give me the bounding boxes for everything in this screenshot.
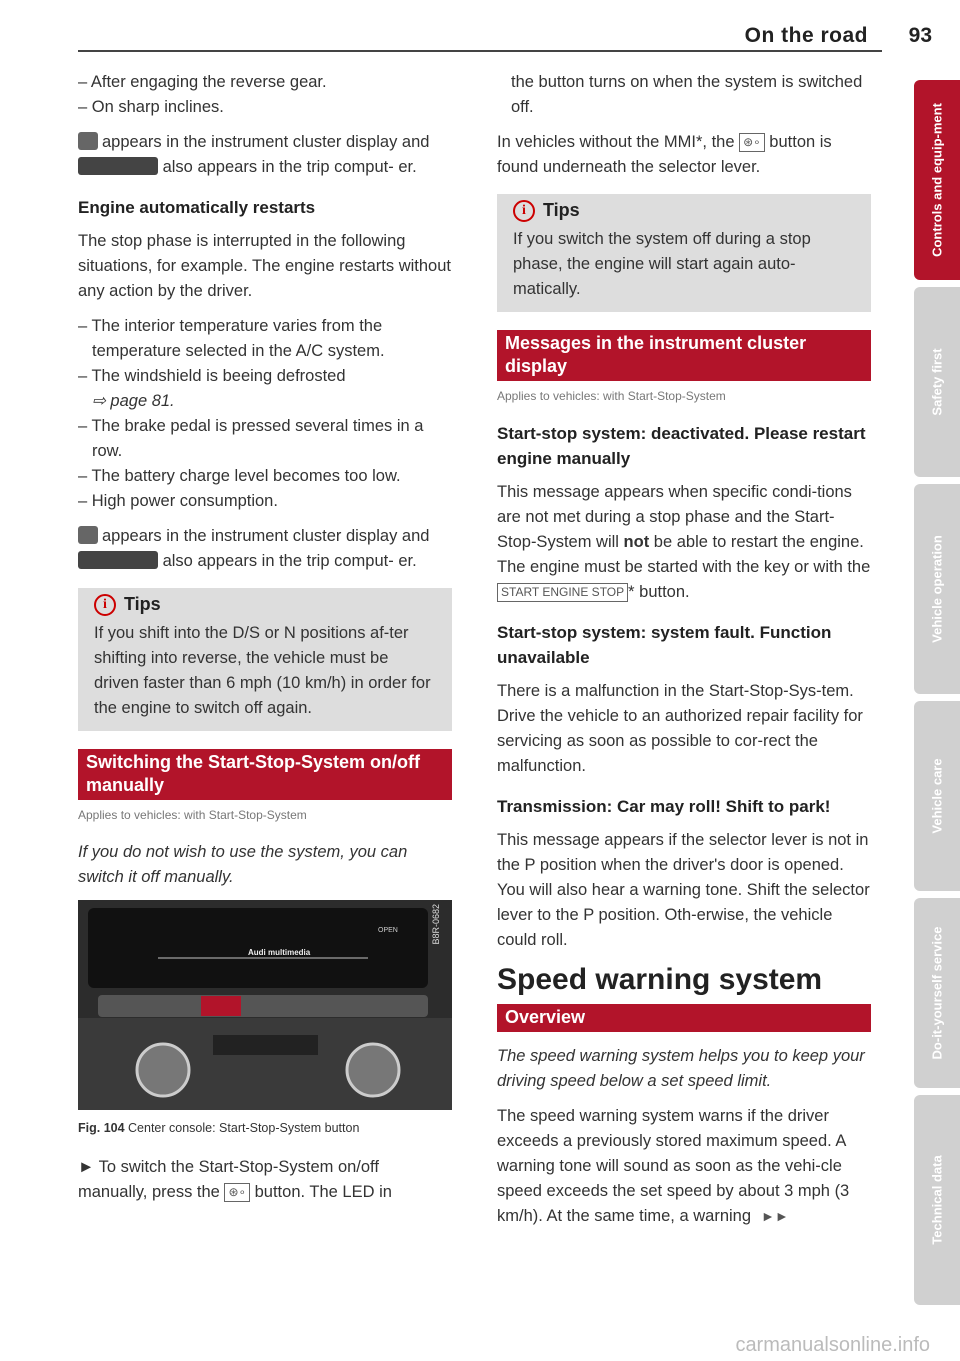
list-item: – The interior temperature varies from the temperature selected in the A/C system. <box>78 317 385 360</box>
info-icon: i <box>513 200 535 222</box>
info-icon: i <box>94 594 116 616</box>
tab-technical-data[interactable]: Technical data <box>914 1095 960 1305</box>
tab-vehicle-operation[interactable]: Vehicle operation <box>914 484 960 694</box>
center-console-figure <box>78 900 452 1110</box>
chapter-heading: Speed warning system <box>497 963 823 996</box>
paragraph: In vehicles without the MMI*, the ⊛∘ button is found underneath the selector lever. <box>497 133 832 176</box>
figure-code: B8R-0682 <box>431 904 441 945</box>
tab-vehicle-care[interactable]: Vehicle care <box>914 701 960 891</box>
start-stop-icon <box>78 526 98 544</box>
paragraph: The stop phase is interrupted in the following situations, for example. The engine restarts without any action by the driver. <box>78 232 451 300</box>
start-engine-stop-key: START ENGINE STOP <box>497 583 628 602</box>
tips-box <box>497 194 871 312</box>
paragraph: This message appears if the selector lever is not in the P position when the driver's door is opened. You will also hear a warning tone. Shift the selector lever to the P position. Oth-erwise, the vehicle could roll. <box>497 831 870 949</box>
section-heading: Messages in the instrument cluster display <box>497 330 871 381</box>
start-stop-button-icon: ⊛∘ <box>739 133 765 152</box>
start-stop-display-icon <box>78 551 158 569</box>
page-link[interactable]: ⇨ page 81. <box>92 392 175 410</box>
list-item: – On sharp inclines. <box>78 98 224 116</box>
subheading: Start-stop system: system fault. Function unavailable <box>497 623 832 667</box>
list-item: – The battery charge level becomes too low. <box>78 467 401 485</box>
list-item: – The brake pedal is pressed several times in a row. <box>78 417 424 460</box>
tips-box <box>78 588 452 731</box>
subheading: Start-stop system: deactivated. Please restart engine manually <box>497 424 866 468</box>
figure-caption: Fig. 104 Center console: Start-Stop-System button <box>78 1121 360 1135</box>
start-stop-icon <box>78 132 98 150</box>
tab-safety[interactable]: Safety first <box>914 287 960 477</box>
tips-title: Tips <box>124 594 161 614</box>
figure-open-label: OPEN <box>378 927 398 934</box>
left-column <box>78 70 452 1215</box>
page-number: 93 <box>908 24 932 47</box>
paragraph: This message appears when specific condi-tions are not met during a stop phase and the Start-Stop-System will not be able to restart the engine. The engine must be started with the key or with the START ENGINE STOP * button. <box>497 483 871 601</box>
subheading: Transmission: Car may roll! Shift to park! <box>497 797 831 816</box>
start-stop-display-icon <box>78 157 158 175</box>
figure-label: Audi multimedia <box>248 948 311 957</box>
tips-title: Tips <box>543 200 580 220</box>
right-column <box>497 70 871 1239</box>
paragraph: appears in the instrument cluster display and also appears in the trip comput- er. <box>78 524 452 574</box>
paragraph: the button turns on when the system is switched off. <box>511 73 863 116</box>
section-title: On the road <box>744 24 868 47</box>
applies-note: Applies to vehicles: with Start-Stop-System <box>497 389 726 403</box>
list-item: – The windshield is beeing defrosted ⇨ page 81. <box>78 367 346 410</box>
subheading: Engine automatically restarts <box>78 198 316 217</box>
paragraph: There is a malfunction in the Start-Stop-Sys-tem. Drive the vehicle to an authorized repair facility for servicing as soon as possible to cor-rect the malfunction. <box>497 682 863 775</box>
footer-watermark: carmanualsonline.info <box>735 1334 930 1356</box>
paragraph: appears in the instrument cluster display and also appears in the trip comput- er. <box>78 130 452 180</box>
section-heading: Overview <box>497 1004 871 1032</box>
intro-text: The speed warning system helps you to keep your driving speed below a set speed limit. <box>497 1047 865 1090</box>
intro-text: If you do not wish to use the system, you can switch it off manually. <box>78 843 408 886</box>
start-stop-button-icon: ⊛∘ <box>224 1183 250 1202</box>
step-text: ► To switch the Start-Stop-System on/off manually, press the ⊛∘ button. The LED in <box>78 1158 392 1201</box>
applies-note: Applies to vehicles: with Start-Stop-System <box>78 808 307 822</box>
list-item: – High power consumption. <box>78 492 278 510</box>
tab-do-it-yourself[interactable]: Do-it-yourself service <box>914 898 960 1088</box>
paragraph: The speed warning system warns if the driver exceeds a previously stored maximum speed. A warning tone will sound as soon as the vehi-cle speed exceeds the set speed by about 3 mph (3 km/h). At the same time, a warning ►► <box>497 1107 850 1225</box>
continue-arrow-icon: ►► <box>761 1208 789 1224</box>
tips-text: If you shift into the D/S or N positions af-ter shifting into reverse, the vehicle must be driven faster than 6 mph (10 km/h) in order for the engine to switch off again. <box>94 624 431 717</box>
tips-text: If you switch the system off during a stop phase, the engine will start again auto-matically. <box>513 230 811 298</box>
section-heading: Switching the Start-Stop-System on/off manually <box>78 749 452 800</box>
page-header <box>0 0 960 56</box>
tab-controls[interactable]: Controls and equip-ment <box>914 80 960 280</box>
header-rule <box>78 50 882 52</box>
list-item: – After engaging the reverse gear. <box>78 73 327 91</box>
